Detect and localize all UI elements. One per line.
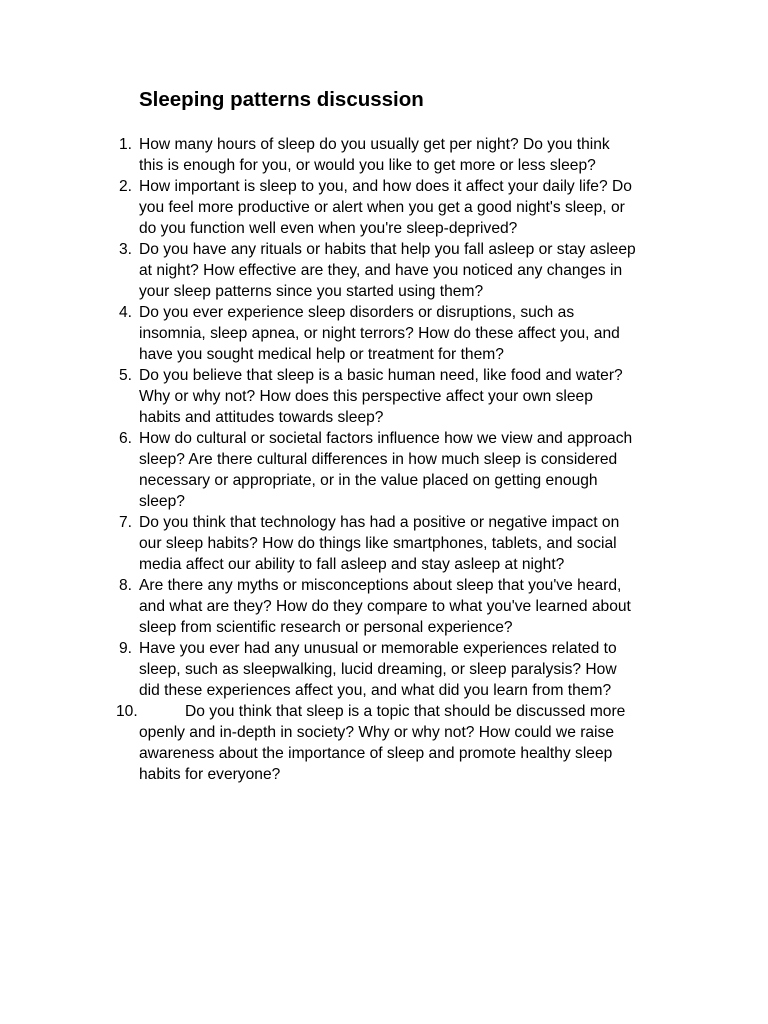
question-number: 1. xyxy=(118,136,132,153)
question-text: Do you ever experience sleep disorders or disruptions, such as insomnia, sleep apnea, or night terrors? How do these affect you, and have you sought medical help or treatment for them? xyxy=(139,304,620,363)
question-item-8 xyxy=(0,575,700,638)
question-text: Are there any myths or misconceptions about sleep that you've heard, and what are they? How do they compare to what you've learned about sleep from scientific research or personal experience? xyxy=(139,577,631,636)
question-item-9 xyxy=(0,638,700,701)
question-text: Do you believe that sleep is a basic human need, like food and water? Why or why not? How does this perspective affect your own sleep habits and attitudes towards sleep? xyxy=(139,367,623,426)
question-item-4 xyxy=(0,302,700,365)
question-number: 2. xyxy=(118,178,132,195)
question-number: 9. xyxy=(118,640,132,657)
question-item-6 xyxy=(0,428,700,512)
question-item-5 xyxy=(0,365,700,428)
question-item-7 xyxy=(0,512,700,575)
question-list xyxy=(0,134,700,785)
question-text-with-indent xyxy=(139,701,700,785)
question-text: How do cultural or societal factors influence how we view and approach sleep? Are there cultural differences in how much sleep is considered necessary or appropriate, or in the value placed on getting enough sleep? xyxy=(139,430,633,510)
question-number: 6. xyxy=(118,430,132,447)
question-text: How many hours of sleep do you usually get per night? Do you think this is enough for you, or would you like to get more or less sleep? xyxy=(139,136,610,174)
question-item-1 xyxy=(0,134,700,176)
question-number: 7. xyxy=(118,514,132,531)
question-number: 8. xyxy=(118,577,132,594)
question-text: Do you have any rituals or habits that help you fall asleep or stay asleep at night? How effective are they, and have you noticed any changes in your sleep patterns since you started using them? xyxy=(139,241,636,300)
question-number: 3. xyxy=(118,241,132,258)
question-number: 5. xyxy=(118,367,132,384)
question-item-10 xyxy=(0,701,700,785)
question-text: How important is sleep to you, and how does it affect your daily life? Do you feel more productive or alert when you get a good night's sleep, or do you function well even when you're sleep-deprived? xyxy=(139,178,632,237)
question-item-2 xyxy=(0,176,700,239)
question-number: 4. xyxy=(118,304,132,321)
question-item-3 xyxy=(0,239,700,302)
question-text: Do you think that technology has had a positive or negative impact on our sleep habits? How do things like smartphones, tablets, and social media affect our ability to fall asleep and stay asleep at night? xyxy=(139,514,620,573)
question-number: 10. xyxy=(116,703,138,720)
question-text: Do you think that sleep is a topic that should be discussed more openly and in-depth in society? Why or why not? How could we raise awareness about the importance of sleep and promote healthy sleep habits for everyone? xyxy=(139,703,626,783)
question-text: Have you ever had any unusual or memorable experiences related to sleep, such as sleepwalking, lucid dreaming, or sleep paralysis? How did these experiences affect you, and what did you learn from them? xyxy=(139,640,617,699)
document-title: Sleeping patterns discussion xyxy=(139,88,424,111)
